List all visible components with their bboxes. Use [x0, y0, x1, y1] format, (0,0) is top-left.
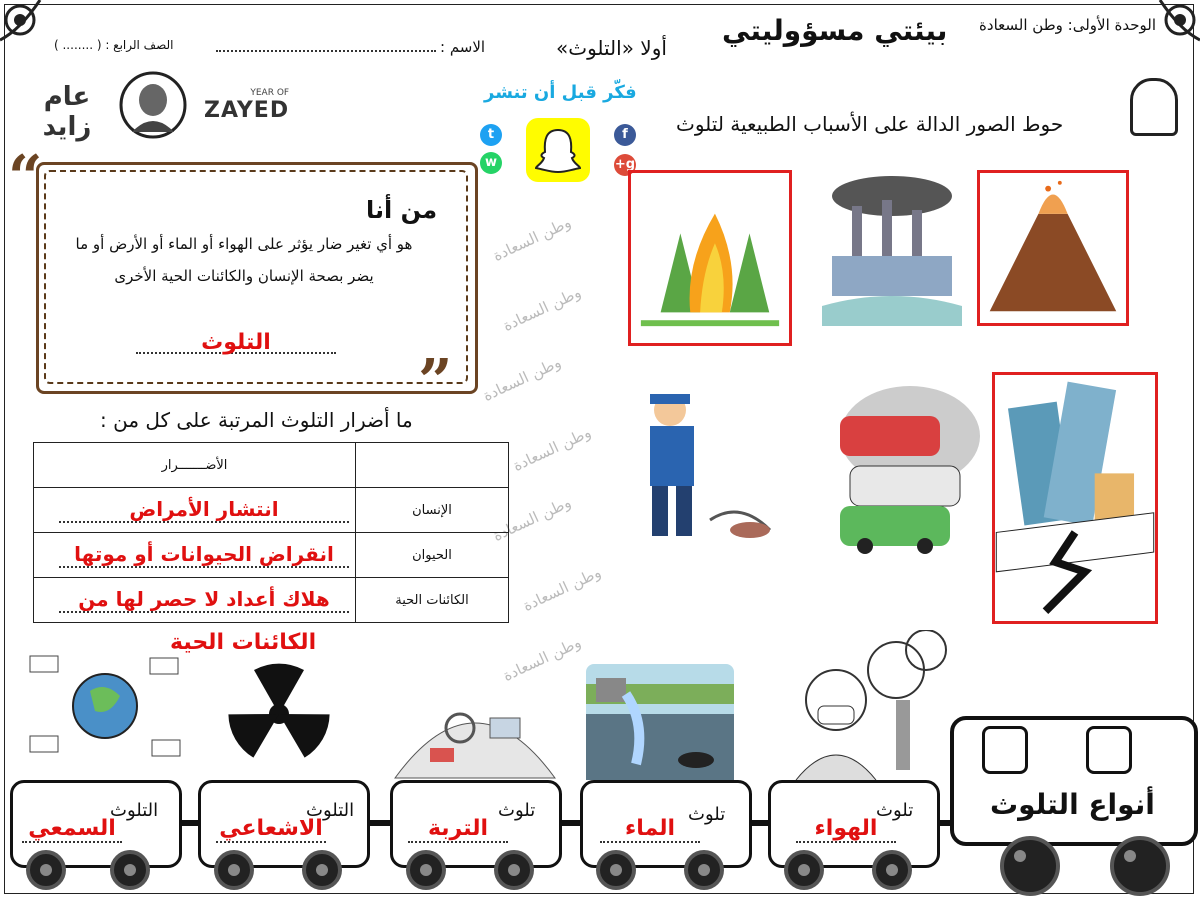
wagon-answer: الهواء — [796, 816, 896, 843]
coupling — [752, 820, 768, 826]
noise-pollution-picture — [10, 636, 200, 776]
snapchat-icon — [526, 118, 590, 182]
coupling — [182, 820, 198, 826]
quote-open-icon: “ — [8, 143, 43, 213]
harm-answer: انقراض الحيوانات أو موتها — [59, 542, 349, 568]
unit-label: الوحدة الأولى: وطن السعادة — [979, 16, 1156, 34]
coupling — [370, 820, 390, 826]
wheel-icon — [872, 850, 912, 890]
radiation-icon — [214, 654, 344, 774]
wagon-prefix: التلوث — [110, 800, 159, 821]
garbage-pile-icon — [390, 668, 560, 780]
harms-question: ما أضرار التلوث المرتبة على كل من : — [100, 408, 413, 432]
collage-word: وطن السعادة — [510, 423, 594, 475]
earthquake-picture — [992, 372, 1158, 624]
car-exhaust-picture — [820, 376, 990, 556]
share-text: فكّر قبل أن تنشر — [484, 82, 637, 103]
engine-window — [1086, 726, 1132, 774]
polluted-water-icon — [586, 664, 734, 780]
masked-boy-icon — [786, 630, 956, 780]
school-logo — [1130, 78, 1178, 136]
wheel-icon — [110, 850, 150, 890]
wagon-answer: الاشعاعي — [216, 816, 326, 843]
definition-answer: التلوث — [201, 330, 271, 355]
wheel-icon — [1000, 836, 1060, 896]
volcano-icon — [980, 173, 1126, 323]
class-label: الصف الرابع : ( ........ ) — [54, 38, 174, 52]
harm-row-label: الكائنات الحية — [356, 578, 509, 623]
wheel-icon — [494, 850, 534, 890]
collage-word: وطن السعادة — [500, 633, 584, 685]
pesticide-spraying-picture — [620, 380, 790, 550]
traffic-smog-icon — [820, 376, 990, 556]
wheel-icon — [26, 850, 66, 890]
harms-table — [33, 442, 509, 623]
forest-fire-picture — [628, 170, 792, 346]
name-label: الاسم : — [440, 38, 486, 56]
wagon-prefix: التلوث — [306, 800, 355, 821]
air-pollution-picture — [786, 630, 956, 780]
zayed-english-logo: YEAR OF ZAYED — [204, 88, 290, 123]
wagon-prefix: تلوث — [498, 800, 536, 821]
harms-header-row — [34, 443, 509, 488]
soil-pollution-picture — [390, 668, 560, 780]
facebook-icon: f — [614, 124, 636, 146]
wagon-answer: السمعي — [22, 816, 122, 843]
wheel-icon — [684, 850, 724, 890]
page-subtitle: أولا «التلوث» — [556, 36, 667, 60]
table-row — [34, 488, 509, 533]
coupling — [562, 820, 580, 826]
forest-fire-icon — [631, 173, 789, 343]
wheel-icon — [596, 850, 636, 890]
definition-text: هو أي تغير ضار يؤثر على الهواء أو الماء أو الأرض أو ما يضر بصحة الإنسان والكائنات الحية الأخرى — [75, 235, 413, 285]
engine-label: أنواع التلوث — [990, 788, 1155, 821]
harm-answer-cell — [34, 578, 356, 623]
harm-row-label: الإنسان — [356, 488, 509, 533]
factory-pollution-picture — [808, 166, 972, 326]
ornament-corner-icon — [0, 0, 56, 56]
wagon-answer: الماء — [600, 816, 700, 843]
table-row — [34, 578, 509, 623]
zayed-portrait-icon — [118, 70, 188, 140]
harms-header-empty — [356, 443, 509, 488]
pesticide-worker-icon — [620, 380, 790, 550]
wheel-icon — [302, 850, 342, 890]
collage-word: وطن السعادة — [490, 213, 574, 265]
volcano-picture — [977, 170, 1129, 326]
engine-window — [982, 726, 1028, 774]
harm-answer-overflow: الكائنات الحية — [170, 630, 317, 655]
collage-word: وطن السعادة — [490, 493, 574, 545]
coupling — [940, 820, 950, 826]
whatsapp-icon: w — [480, 152, 502, 174]
wheel-icon — [406, 850, 446, 890]
harm-answer-cell — [34, 533, 356, 578]
water-pollution-picture — [586, 664, 734, 780]
wagon-prefix: تلوث — [876, 800, 914, 821]
wheel-icon — [214, 850, 254, 890]
earthquake-icon — [995, 375, 1155, 621]
collage-word: وطن السعادة — [480, 353, 564, 405]
wagon-answer: التربة — [408, 816, 508, 843]
wheel-icon — [1110, 836, 1170, 896]
page-title: بيئتي مسؤوليتي — [722, 14, 948, 47]
harm-answer: هلاك أعداد لا حصر لها من — [59, 587, 349, 613]
harm-row-label: الحيوان — [356, 533, 509, 578]
harms-header: الأضـــــــرار — [34, 443, 356, 488]
quote-close-icon: ” — [418, 347, 453, 417]
wheel-icon — [784, 850, 824, 890]
harm-answer-cell — [34, 488, 356, 533]
collage-word: وطن السعادة — [520, 563, 604, 615]
harm-answer: انتشار الأمراض — [59, 497, 349, 523]
collage-word: وطن السعادة — [500, 283, 584, 335]
zayed-arabic-logo: عام زايد — [42, 82, 92, 142]
table-row — [34, 533, 509, 578]
twitter-icon: t — [480, 124, 502, 146]
noisy-earth-icon — [10, 636, 200, 776]
wagon-prefix: تلوث — [688, 804, 726, 825]
name-line — [216, 50, 436, 52]
definition-heading: من أنا — [366, 196, 438, 224]
natural-causes-instruction: حوط الصور الدالة على الأسباب الطبيعية لتلوث — [676, 112, 1064, 136]
factory-smoke-icon — [812, 166, 972, 326]
google-plus-icon: g+ — [614, 154, 636, 176]
